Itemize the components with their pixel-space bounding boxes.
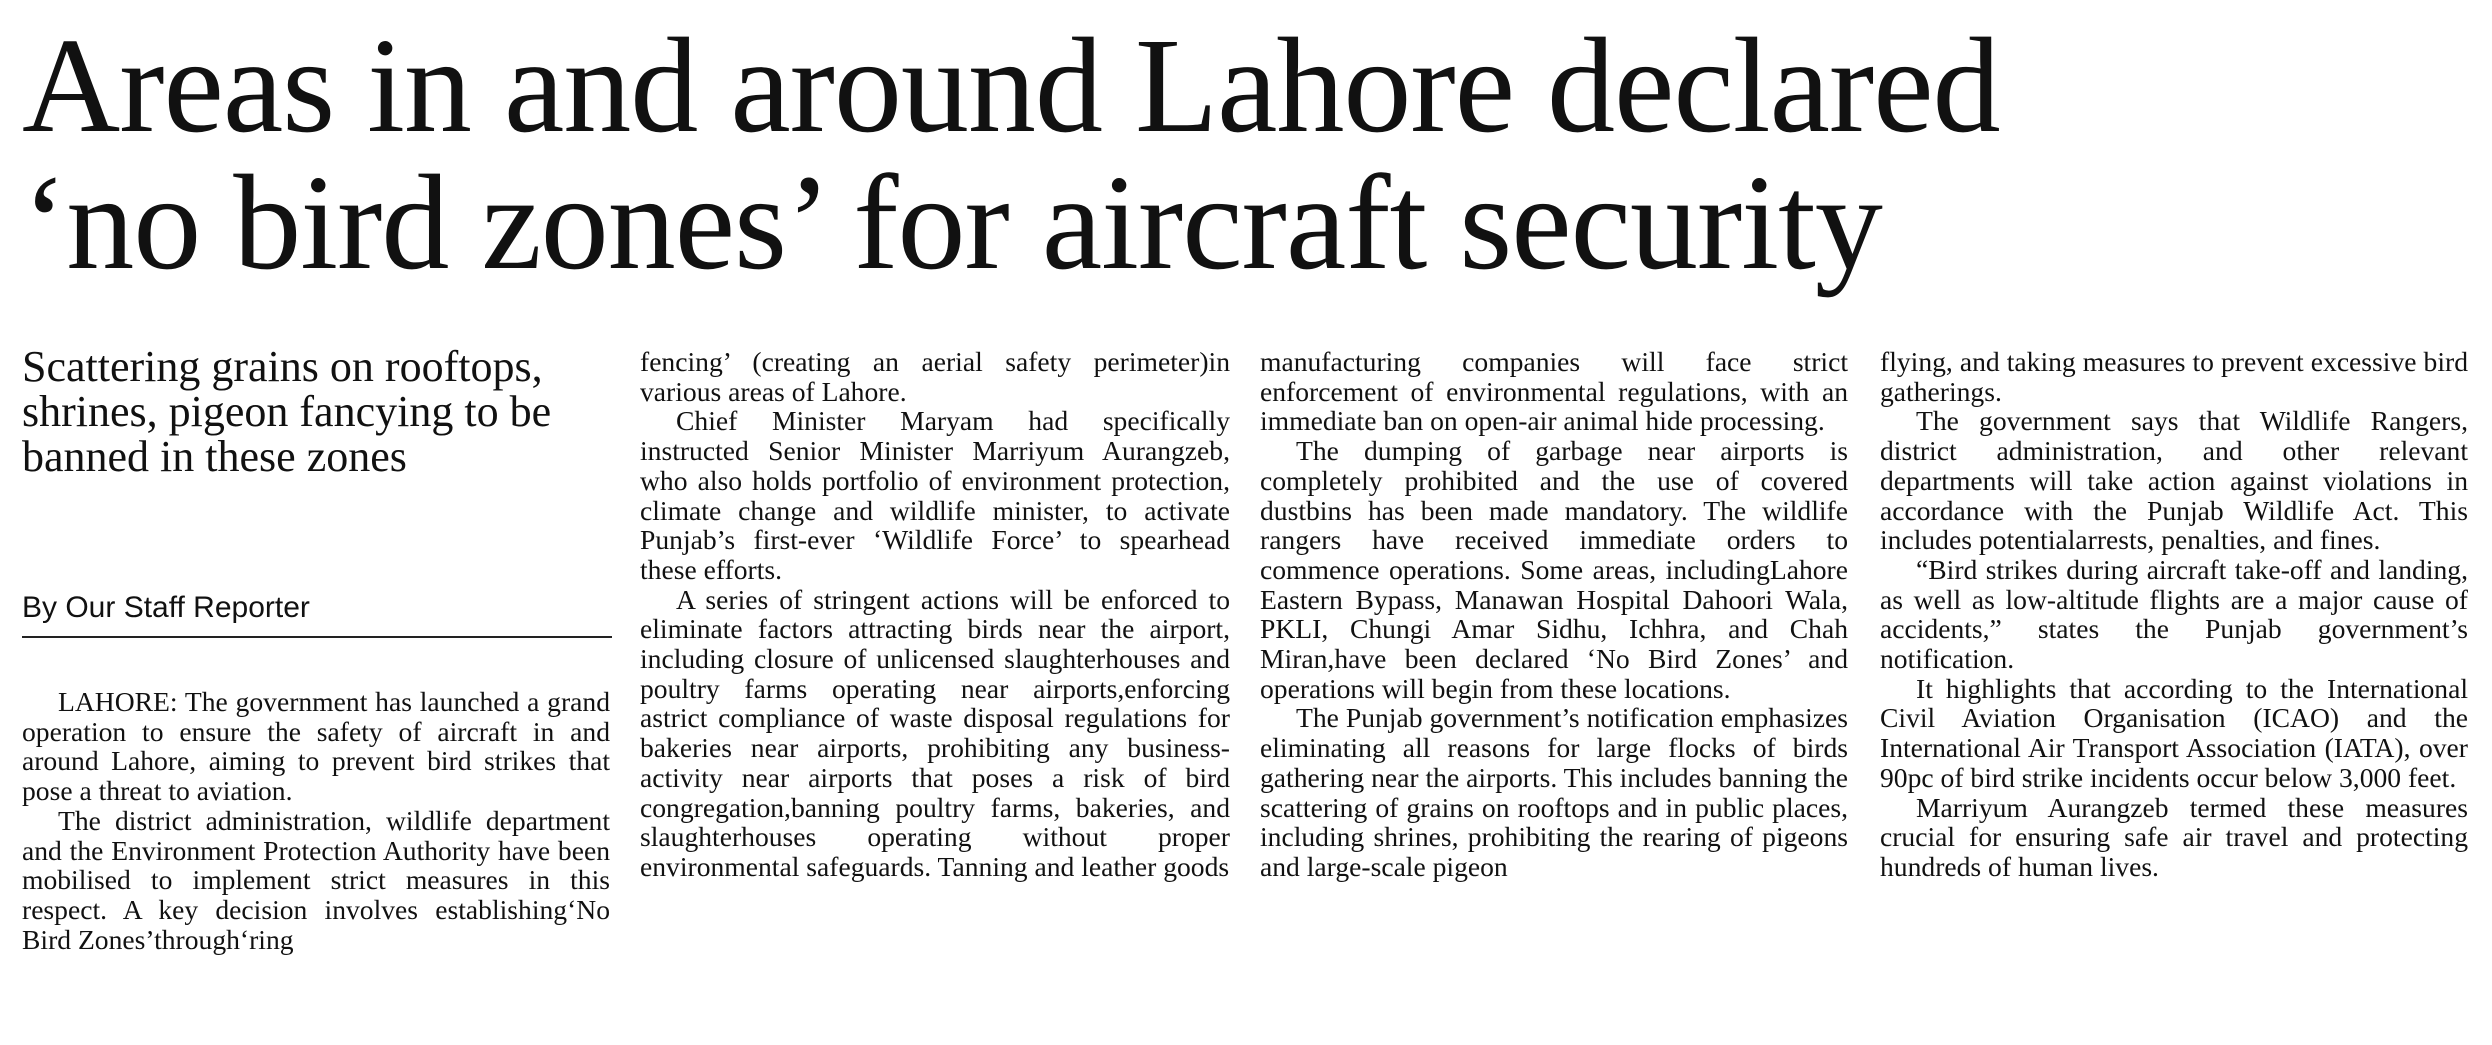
paragraph: The government says that Wildlife Rangers, district administration, and other relevant departments will take action against violations in accordance with the Punjab Wildlife Act. This includes potentialarrests, penalties, and fines. xyxy=(1880,405,2468,556)
article-column-3 xyxy=(1260,347,1848,882)
paragraph: The dumping of garbage near airports is completely prohibited and the use of covered dustbins has been made mandatory. The wildlife rangers have received immediate orders to commence operations. Some areas, includingLahore Eastern Bypass, Manawan Hospital Dahoori Wala, PKLI, Chungi Amar Sidhu, Ichhra, and Chah Miran,have been declared ‘No Bird Zones’ and operations will begin from these locations. xyxy=(1260,435,1848,704)
paragraph: The Punjab government’s notification emphasizes eliminating all reasons for large flocks of birds gathering near the airports. This includes banning the scattering of grains on rooftops and in public places, including shrines, prohibiting the rearing of pigeons and large-scale pigeon xyxy=(1260,702,1848,882)
paragraph: manufacturing companies will face strict enforcement of environmental regulations, with an immediate ban on open-air animal hide processing. xyxy=(1260,346,1848,437)
article-column-4 xyxy=(1880,347,2468,882)
headline-line-1: Areas in and around Lahore declared xyxy=(22,11,2000,161)
paragraph: It highlights that according to the International Civil Aviation Organisation (ICAO) and the International Air Transport Association (IATA), over 90pc of bird strike incidents occur below 3,000 feet. xyxy=(1880,672,2468,793)
paragraph: The district administration, wildlife department and the Environment Protection Authority have been mobilised to implement strict measures in this respect. A key decision involves establishing‘No Bird Zones’through‘ring xyxy=(22,804,610,955)
article-column-2 xyxy=(640,347,1230,882)
article-column-1 xyxy=(22,687,610,954)
headline xyxy=(22,11,2462,298)
paragraph: Chief Minister Maryam had specifically instructed Senior Minister Marriyum Aurangzeb, who also holds portfolio of environment protection, climate change and wildlife minister, to activate Punjab’s first-ever ‘Wildlife Force’ to spearhead these efforts. xyxy=(640,405,1230,585)
paragraph: A series of stringent actions will be enforced to eliminate factors attracting birds near the airport, including closure of unlicensed slaughterhouses and poultry farms operating near airports,enforcing astrict compliance of waste disposal regulations for bakeries near airports, prohibiting any business-activity near airports that poses a risk of bird congregation,banning poultry farms, bakeries, and slaughterhouses operating without proper environmental safeguards. Tanning and leather goods xyxy=(640,583,1230,882)
paragraph: flying, and taking measures to prevent excessive bird gatherings. xyxy=(1880,346,2468,407)
paragraph: “Bird strikes during aircraft take-off and landing, as well as low-altitude flights are a major cause of accidents,” states the Punjab government’s notification. xyxy=(1880,553,2468,675)
byline: By Our Staff Reporter xyxy=(22,590,612,638)
paragraph: fencing’ (creating an aerial safety perimeter)in various areas of Lahore. xyxy=(640,346,1230,407)
headline-line-2: ‘no bird zones’ for aircraft security xyxy=(22,148,1882,298)
deck-subheading: Scattering grains on rooftops, shrines, pigeon fancying to be banned in these zones xyxy=(22,342,552,481)
paragraph: LAHORE: The government has launched a grand operation to ensure the safety of aircraft in and around Lahore, aiming to prevent bird strikes that pose a threat to aviation. xyxy=(22,686,610,807)
paragraph: Marriyum Aurangzeb termed these measures crucial for ensuring safe air travel and protecting hundreds of human lives. xyxy=(1880,791,2468,882)
